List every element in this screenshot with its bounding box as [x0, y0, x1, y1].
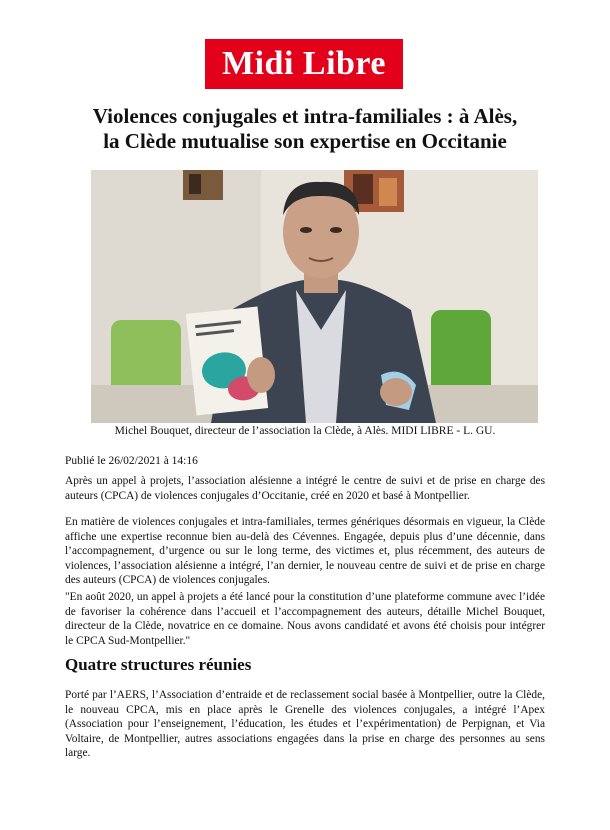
article-photo [91, 170, 538, 423]
article-headline [40, 104, 570, 154]
headline-line-1: Violences conjugales et intra-familiales : à Alès, [92, 104, 518, 128]
paragraph-structures: Porté par l’AERS, l’Association d’entraide et de reclassement social basée à Montpellier, outre la Clède, le nouveau CPCA, mis en place après le Grenelle des violences conjugales, a intégré l’Apex (Association pour l’enseignement, l’éducation, les études et l’expérimentation) de Perpignan, et Via Voltaire, de Montpellier, autres associations engagées dans la prise en charge des personnes au sens large. [65, 689, 545, 760]
paragraph-context: En matière de violences conjugales et intra-familiales, termes génériques désormais en vigueur, la Clède affiche une expertise reconnue bien au-delà des Cévennes. Engagée, depuis plus d’une décennie, dans l’accompagnement, d’urgence ou sur le long terme, des victimes et, plus récemment, des auteurs de violences, l’association alésienne a intégré, l’an dernier, le nouveau centre de suivi et de prise en charge des auteurs (CPCA) de violences conjugales. [65, 516, 545, 587]
section-subheading: Quatre structures réunies [65, 655, 252, 674]
photo-caption: Michel Bouquet, directeur de l’association la Clède, à Alès. MIDI LIBRE - L. GU. [114, 425, 496, 437]
publication-date: Publié le 26/02/2021 à 14:16 [65, 455, 198, 467]
paragraph-intro: Après un appel à projets, l’association alésienne a intégré le centre de suivi et de prise en charge des auteurs (CPCA) de violences conjugales d’Occitanie, créé en 2020 et basé à Montpellier. [65, 475, 545, 502]
headline-line-2: la Clède mutualise son expertise en Occitanie [103, 129, 507, 153]
paragraph-quote: "En août 2020, un appel à projets a été lancé pour la constitution d’une plateforme commune avec l’idée de favoriser la cohérence dans l’accueil et l’accompagnement des auteurs, détaille Michel Bouquet, directeur de la Clède, novatrice en ce domaine. Nous avons candidaté et avons été choisis pour intégrer le CPCA Sud-Montpellier." [65, 591, 545, 647]
midi-libre-logo[interactable]: Midi Libre [205, 39, 403, 89]
photo-illustration [91, 170, 538, 423]
